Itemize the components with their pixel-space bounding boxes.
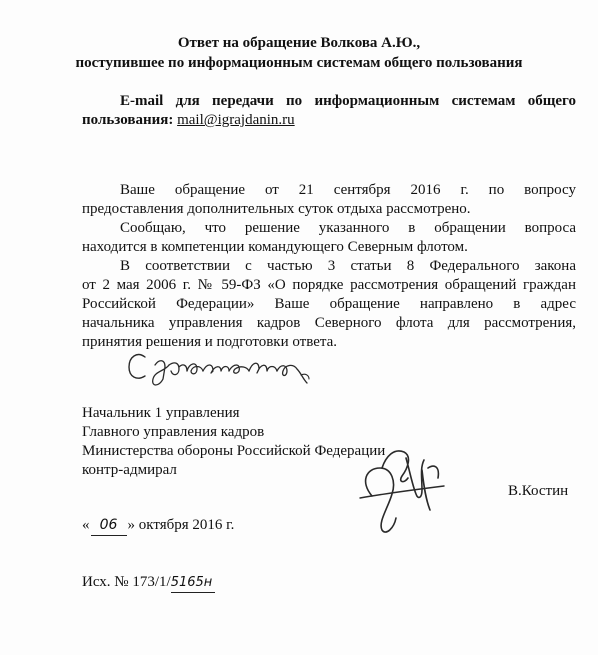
handwritten-closing bbox=[125, 343, 335, 398]
p3-line-1: В соответствии с частью 3 статьи 8 Федерального закона bbox=[120, 258, 576, 274]
p3-line-3: Российской Федерации» Ваше обращение направлено в адрес bbox=[82, 296, 576, 312]
title-line-2: поступившее по информационным системам общего пользования bbox=[75, 55, 523, 71]
email-label: пользования: bbox=[82, 112, 174, 128]
email-link[interactable]: mail@igrajdanin.ru bbox=[177, 112, 295, 128]
email-block bbox=[82, 92, 576, 130]
p1-line-2: предоставления дополнительных суток отдыха рассмотрено. bbox=[82, 201, 471, 217]
p2-line-1: Сообщаю, что решение указанного в обращении вопроса bbox=[120, 220, 576, 236]
outgoing-number-line bbox=[82, 573, 215, 593]
date-open-quote: « bbox=[82, 517, 90, 533]
outgoing-prefix: Исх. № 173/1/ bbox=[82, 574, 171, 590]
signatory-line-1: Начальник 1 управления bbox=[82, 405, 240, 421]
p3-line-5: принятия решения и подготовки ответа. bbox=[82, 334, 338, 350]
date-rest: » октября 2016 г. bbox=[127, 517, 235, 533]
outgoing-number: 5165н bbox=[171, 573, 215, 593]
p1-line-1: Ваше обращение от 21 сентября 2016 г. по вопросу bbox=[120, 182, 576, 198]
signatory-line-2: Главного управления кадров bbox=[82, 424, 265, 440]
email-line-1: E-mail для передачи по информационным системам общего bbox=[120, 93, 576, 109]
date-day: 06 bbox=[91, 516, 127, 536]
signature-icon bbox=[352, 438, 452, 538]
title-line-1: Ответ на обращение Волкова А.Ю., bbox=[177, 35, 421, 51]
p3-line-4: начальника управления кадров Северного флота для рассмотрения, bbox=[82, 315, 576, 331]
signatory-line-4: контр-адмирал bbox=[82, 462, 177, 478]
date-line bbox=[82, 516, 234, 536]
p3-line-2: от 2 мая 2006 г. № 59-ФЗ «О порядке рассмотрения обращений граждан bbox=[82, 277, 576, 293]
email-line-2 bbox=[82, 111, 576, 130]
signatory-name: В.Костин bbox=[508, 483, 569, 499]
signatory-line-3: Министерства обороны Российской Федерации bbox=[82, 443, 386, 459]
p2-line-2: находится в компетенции командующего Северным флотом. bbox=[82, 239, 468, 255]
